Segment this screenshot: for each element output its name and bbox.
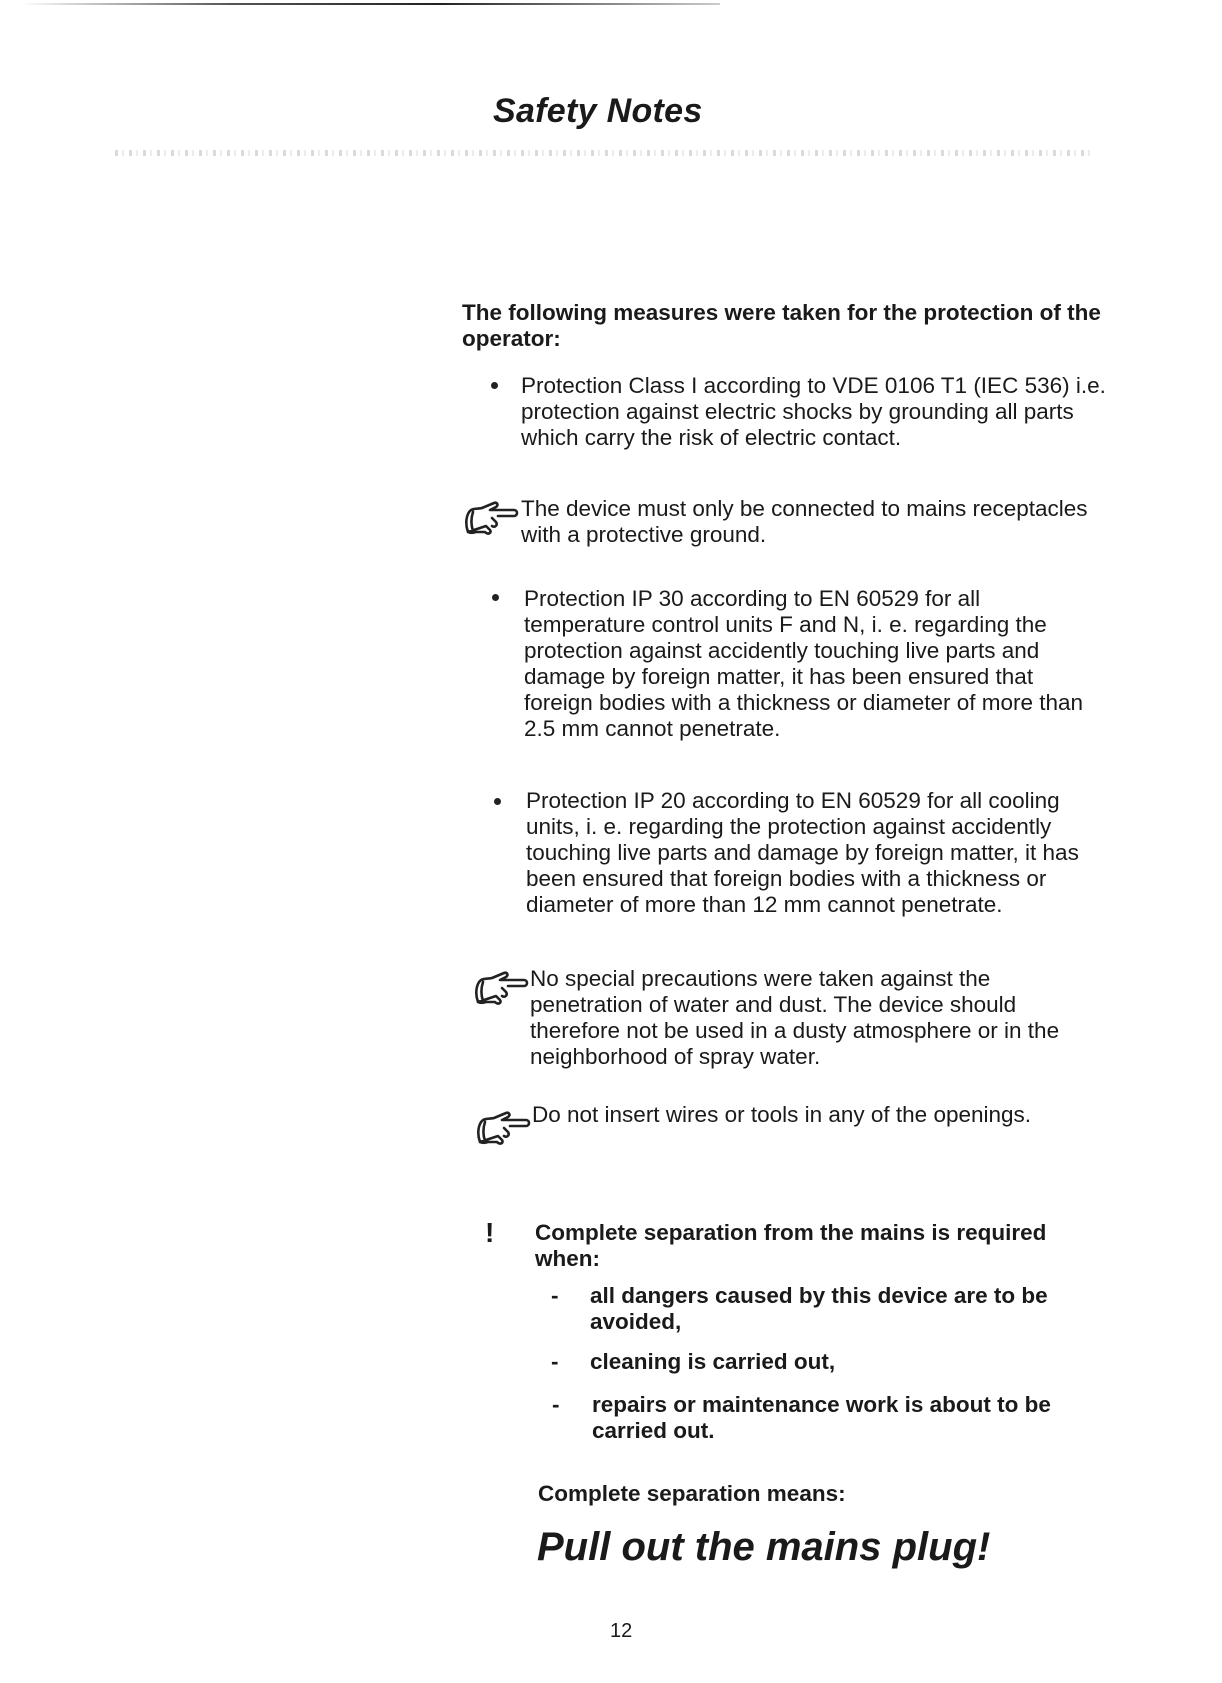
- pointing-hand-icon: [474, 1108, 532, 1148]
- item-protection-class: Protection Class I according to VDE 0106 T1 (IEC 536) i.e. protection against electric shocks by grounding all parts which carry the risk of electric contact.: [521, 373, 1106, 450]
- separation-means-label: Complete separation means:: [538, 1481, 846, 1506]
- intro-heading: The following measures were taken for the protection of the operator:: [462, 300, 1101, 351]
- scan-divider-noise: [115, 150, 1095, 156]
- note-wires-tools: Do not insert wires or tools in any of the openings.: [532, 1102, 1032, 1127]
- pointing-hand-icon: [462, 498, 520, 538]
- scan-top-rule: [20, 3, 720, 5]
- warning-heading: Complete separation from the mains is required when:: [535, 1220, 1047, 1271]
- bullet-dot-icon: [492, 594, 499, 601]
- bullet-dot-icon: [491, 382, 498, 389]
- list-dash: -: [552, 1392, 560, 1417]
- list-dash: -: [551, 1283, 559, 1308]
- page-number: 12: [610, 1620, 633, 1642]
- page-title: Safety Notes: [493, 92, 703, 130]
- item-protection-ip30: Protection IP 30 according to EN 60529 for all temperature control units F and N, i. e. regarding the protection against accidently touching live parts and damage by foreign matter, it has been ensured that foreign bodies with a thickness or diameter of more than 2.5 mm cannot penetrate.: [524, 586, 1084, 741]
- exclamation-icon: !: [485, 1217, 495, 1248]
- bullet-dot-icon: [494, 798, 501, 805]
- note-water-dust: No special precautions were taken against the penetration of water and dust. The device should therefore not be used in a dusty atmosphere or in the neighborhood of spray water.: [530, 966, 1060, 1069]
- pointing-hand-icon: [472, 968, 530, 1008]
- list-dash: -: [551, 1349, 559, 1374]
- item-protection-ip20: Protection IP 20 according to EN 60529 for all cooling units, i. e. regarding the protection against accidently touching live parts and damage by foreign matter, it has been ensured that foreign bodies with a thickness or diameter of more than 12 mm cannot penetrate.: [526, 788, 1079, 917]
- condition-item: cleaning is carried out,: [590, 1349, 836, 1374]
- condition-item: repairs or maintenance work is about to be carried out.: [592, 1392, 1051, 1443]
- condition-item: all dangers caused by this device are to be avoided,: [590, 1283, 1048, 1334]
- pull-plug-instruction: Pull out the mains plug!: [537, 1525, 991, 1569]
- note-protective-ground: The device must only be connected to mains receptacles with a protective ground.: [521, 496, 1088, 547]
